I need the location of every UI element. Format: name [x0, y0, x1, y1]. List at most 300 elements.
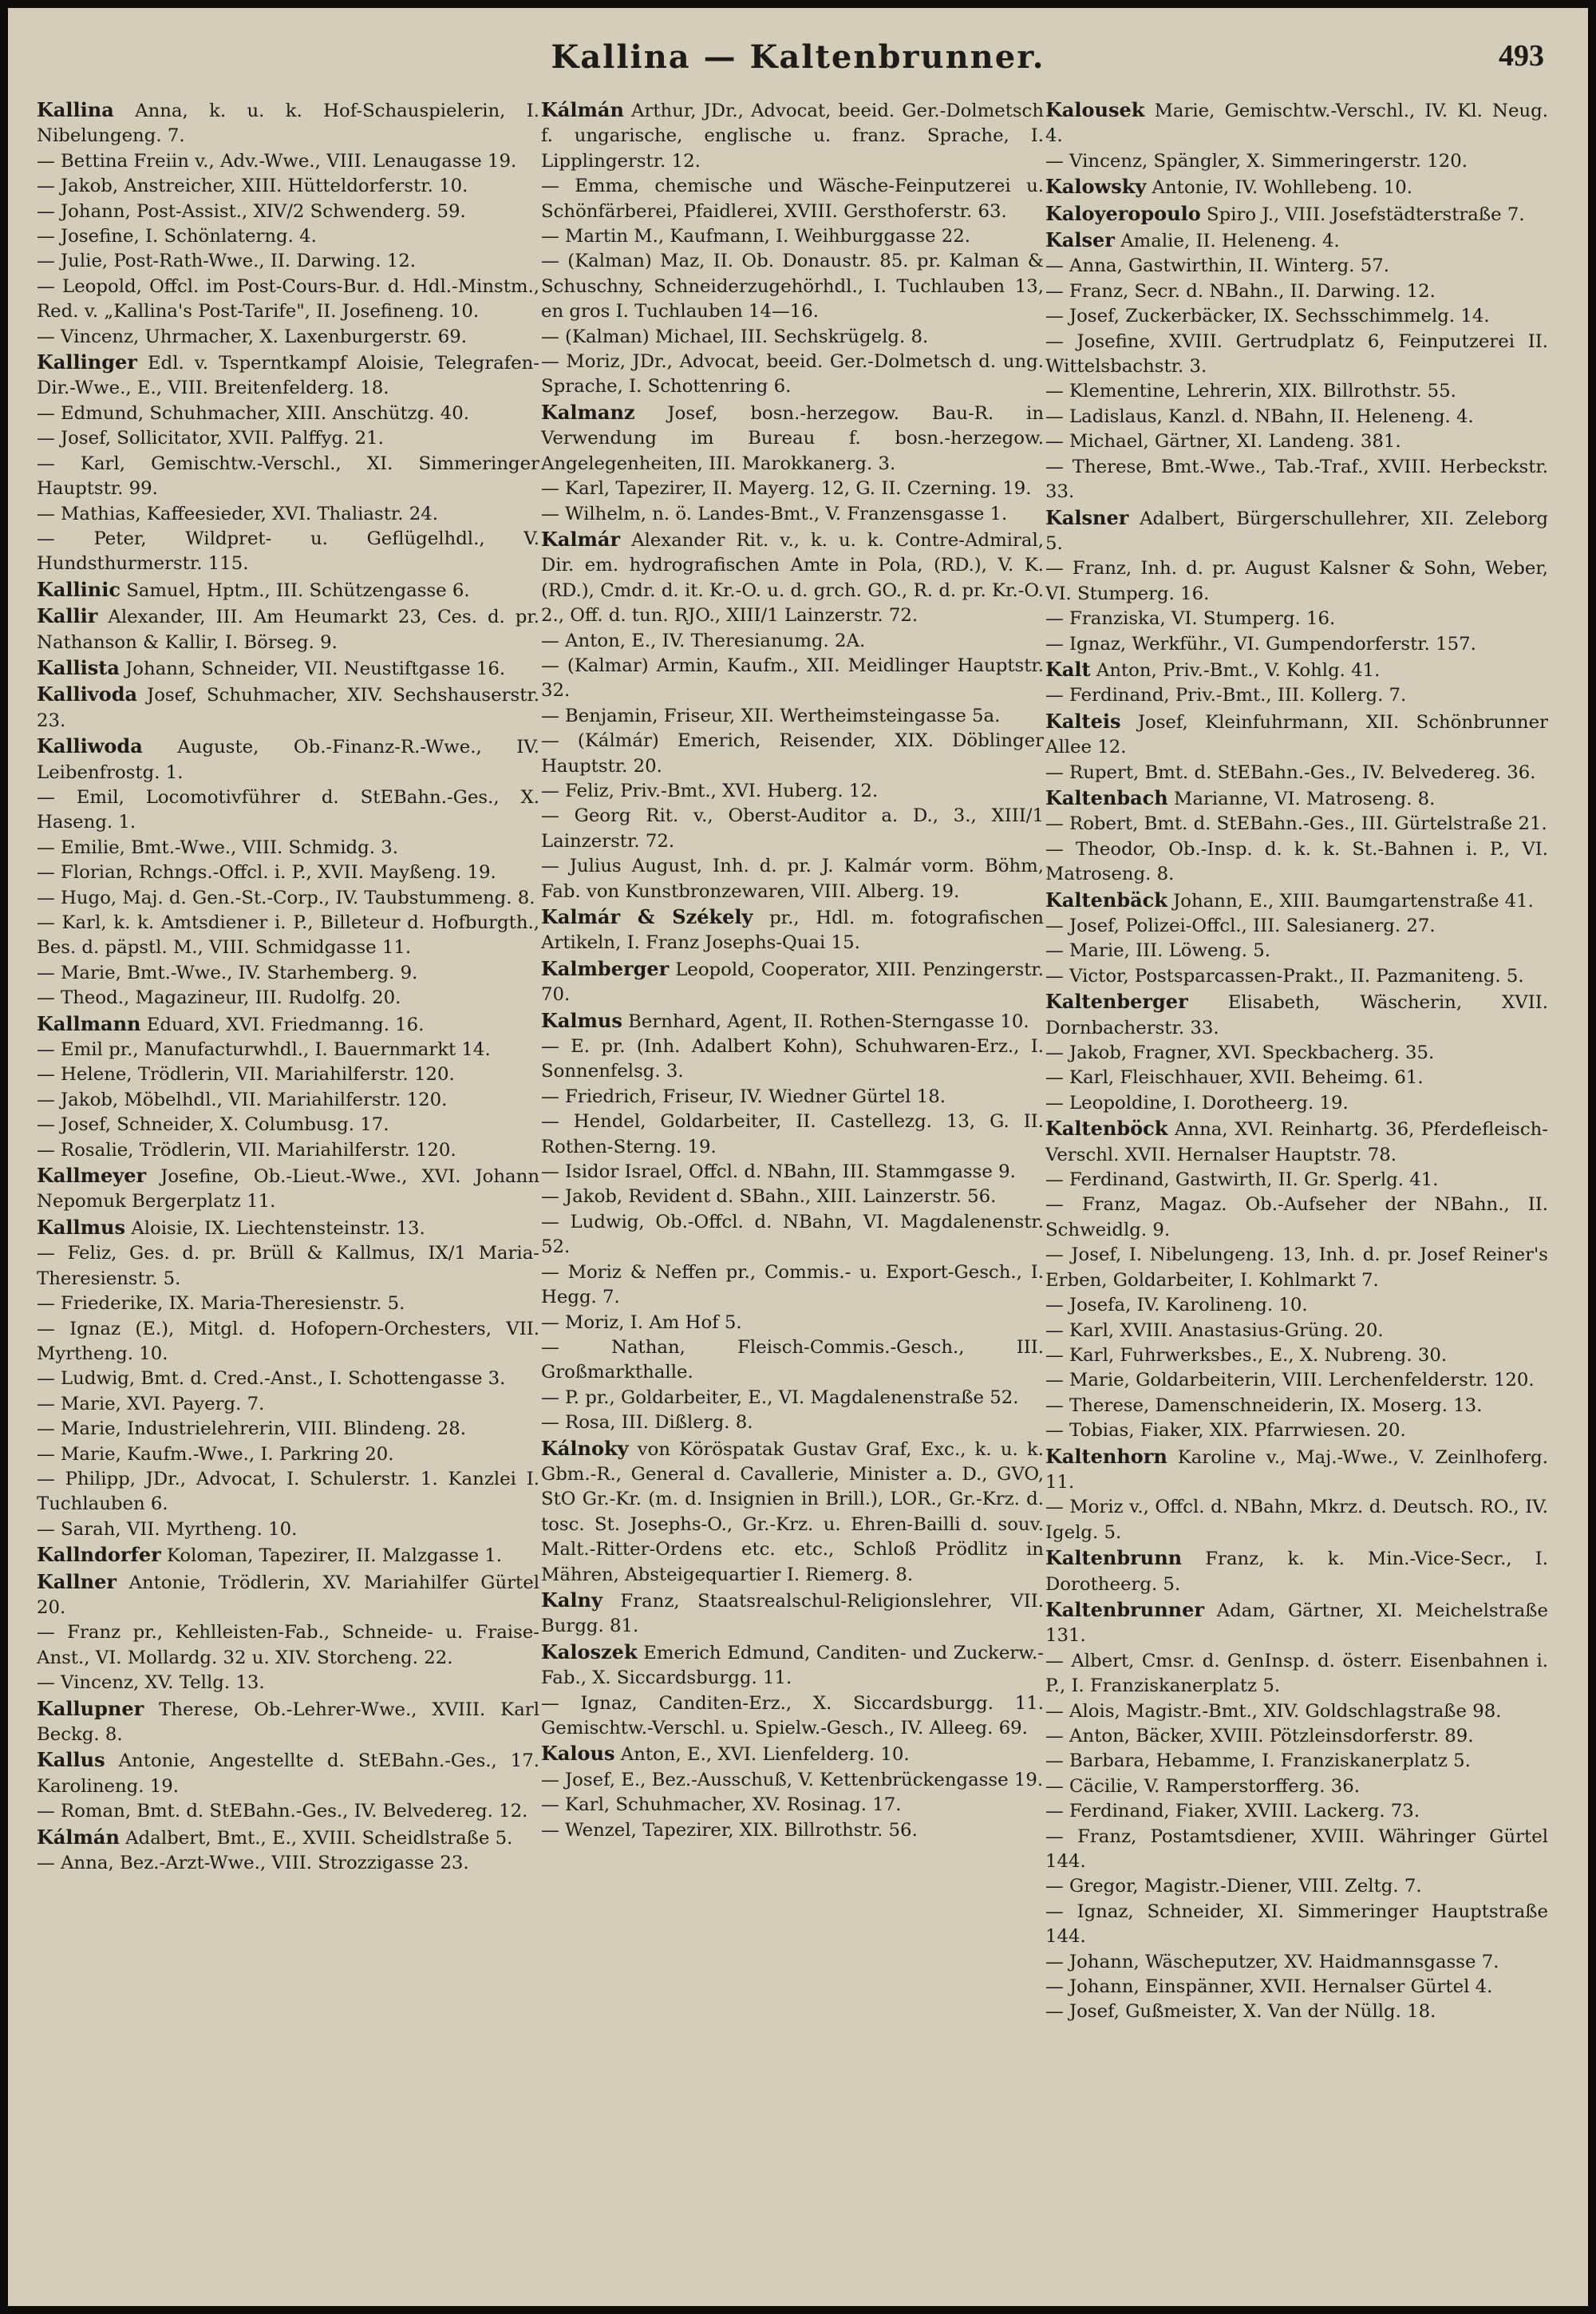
entry-text: — Karl, k. k. Amtsdiener i. P., Billeteur d. Hofburgth., Bes. d. päpstl. M., VIII. Schmidgasse 11. — [37, 912, 539, 959]
directory-entry — [37, 836, 539, 860]
entry-text: — Ignaz, Schneider, XI. Simmeringer Hauptstraße 144. — [1045, 1901, 1548, 1948]
directory-entry — [1045, 1495, 1548, 1545]
directory-entry — [37, 1696, 539, 1748]
directory-entry — [37, 149, 539, 174]
entry-text: — Isidor Israel, Offcl. d. NBahn, III. Stammgasse 9. — [541, 1161, 1016, 1183]
entry-text: Samuel, Hptm., III. Schützengasse 6. — [126, 579, 470, 601]
directory-entry — [37, 1799, 539, 1824]
entry-text: Leopold, Cooperator, XIII. Penzingerstr. 70. — [541, 959, 1044, 1006]
entry-text: — Marie, Goldarbeiterin, VIII. Lerchenfelderstr. 120. — [1045, 1370, 1535, 1391]
entry-surname: Kalteis — [1045, 709, 1121, 733]
entry-text: — Hendel, Goldarbeiter, II. Castellezg. 13, G. II. Rothen-Sterng. 19. — [541, 1111, 1044, 1157]
entry-surname: Kálnoky — [541, 1436, 629, 1460]
entry-text: — Ludwig, Ob.-Offcl. d. NBahn, VI. Magdalenenstr. 52. — [541, 1211, 1044, 1258]
entry-text: — Anton, E., IV. Theresianumg. 2A. — [541, 630, 866, 651]
entry-text: Karoline v., Maj.-Wwe., V. Zeinlhoferg. 11. — [1045, 1446, 1548, 1493]
directory-entry — [37, 1392, 539, 1417]
directory-entry — [1045, 201, 1548, 227]
entry-text: — Ignaz, Canditen-Erz., X. Siccardsburgg. 11. Gemischtw.-Verschl. u. Spielw.-Gesch., IV. Alleeg. 69. — [541, 1692, 1044, 1738]
entry-text: — Marie, XVI. Payerg. 7. — [37, 1393, 265, 1414]
entry-text: — Feliz, Ges. d. pr. Brüll & Kallmus, IX/1 Maria-Theresienstr. 5. — [37, 1243, 539, 1289]
entry-text: — (Kalman) Michael, III. Sechskrügelg. 8. — [541, 326, 929, 347]
directory-entry — [541, 325, 1044, 350]
entry-text: — Josef, Polizei-Offcl., III. Salesianerg. 27. — [1045, 916, 1436, 936]
directory-entry — [541, 1768, 1044, 1793]
entry-text: — Nathan, Fleisch-Commis.-Gesch., III. Großmarkthalle. — [541, 1336, 1044, 1383]
directory-entry — [37, 1215, 539, 1241]
directory-entry — [37, 224, 539, 249]
entry-surname: Kallmeyer — [37, 1164, 147, 1188]
entry-text: Marianne, VI. Matroseng. 8. — [1173, 788, 1436, 809]
entry-text: — Vincenz, Spängler, X. Simmeringerstr. 120. — [1045, 150, 1468, 172]
directory-entry — [37, 785, 539, 836]
directory-entry — [541, 904, 1044, 956]
directory-entry — [1045, 914, 1548, 939]
entry-surname: Kalmberger — [541, 956, 670, 980]
directory-entry — [1045, 556, 1548, 607]
entry-text: Spiro J., VIII. Josefstädterstraße 7. — [1207, 204, 1525, 225]
entry-surname: Kalowsky — [1045, 175, 1147, 199]
page-number: 493 — [1499, 39, 1544, 73]
entry-text: — Theod., Magazineur, III. Rudolfg. 20. — [37, 987, 401, 1009]
entry-text: — Feliz, Priv.-Bmt., XVI. Huberg. 12. — [541, 780, 879, 801]
entry-surname: Kallista — [37, 655, 120, 679]
directory-entry — [37, 249, 539, 274]
entry-text: — Josef, Sollicitator, XVII. Palffyg. 21. — [37, 428, 384, 449]
directory-entry — [1045, 279, 1548, 304]
entry-surname: Kaltenbrunn — [1045, 1546, 1183, 1570]
entry-text: Franz, k. k. Min.-Vice-Secr., I. Dorotheerg. 5. — [1045, 1549, 1548, 1595]
entry-text: — Emil pr., Manufacturwhdl., I. Bauernmarkt 14. — [37, 1039, 491, 1061]
entry-text: — E. pr. (Inh. Adalbert Kohn), Schuhwaren-Erz., I. Sonnenfelsg. 3. — [541, 1036, 1044, 1082]
entry-text: — Moriz v., Offcl. d. NBahn, Mkrz. d. Deutsch. RO., IV. Igelg. 5. — [1045, 1497, 1548, 1543]
entry-surname: Kaltenberger — [1045, 990, 1188, 1014]
directory-entry — [1045, 1418, 1548, 1443]
entry-text: — Benjamin, Friseur, XII. Wertheimsteingasse 5a. — [541, 705, 1001, 726]
directory-entry — [1045, 379, 1548, 404]
directory-entry — [37, 1442, 539, 1467]
directory-entry — [541, 854, 1044, 904]
directory-entry — [1045, 1724, 1548, 1749]
directory-entry — [541, 729, 1044, 779]
directory-entry — [1045, 1091, 1548, 1116]
directory-entry — [37, 1825, 539, 1851]
directory-entry — [1045, 1243, 1548, 1293]
entry-surname: Kálmán — [541, 98, 624, 121]
entry-text: — Moriz, I. Am Hof 5. — [541, 1311, 742, 1333]
directory-entry — [541, 956, 1044, 1008]
entry-text: Josef, Kleinfuhrmann, XII. Schönbrunner Allee 12. — [1045, 711, 1548, 758]
directory-entry — [1045, 1825, 1548, 1875]
entry-text: — Therese, Bmt.-Wwe., Tab.-Traf., XVIII. Herbeckstr. 33. — [1045, 456, 1548, 503]
entry-text: Aloisie, IX. Liechtensteinstr. 13. — [131, 1217, 425, 1239]
entry-text: — Alois, Magistr.-Bmt., XIV. Goldschlagstraße 98. — [1045, 1700, 1502, 1722]
entry-text: — Ferdinand, Priv.-Bmt., III. Kollerg. 7. — [1045, 685, 1407, 706]
entry-text: — Robert, Bmt. d. StEBahn.-Ges., III. Gürtelstraße 21. — [1045, 813, 1547, 835]
entry-text: — Roman, Bmt. d. StEBahn.-Ges., IV. Belvedereg. 12. — [37, 1801, 528, 1822]
entry-text: Elisabeth, Wäscherin, XVII. Dornbacherstr. 33. — [1045, 992, 1548, 1038]
directory-entry — [541, 1210, 1044, 1260]
entry-text: Antonie, Angestellte d. StEBahn.-Ges., 17. Karolineng. 19. — [37, 1750, 539, 1797]
entry-surname: Kalmanz — [541, 400, 635, 424]
directory-entry — [37, 1062, 539, 1087]
entry-text: — Emil, Locomotivführer d. StEBahn.-Ges., X. Haseng. 1. — [37, 786, 539, 833]
directory-entry — [37, 655, 539, 682]
directory-entry — [37, 1291, 539, 1316]
entry-text: — Marie, III. Löweng. 5. — [1045, 940, 1271, 962]
entry-text: von Köröspatak Gustav Graf, Exc., k. u. k. Gbm.-R., General d. Cavallerie, Minister a. D., GVO, StO Gr.-Kr. (m. d. Insignien in Brill.), LOR., Gr.-Krz. d. tosc. St. Josephs-O., Gr.-Krz. u. Ehren-Bailli d. souv. Malt.-Ritter-Ordens etc. etc., Schloß Prödlitz in Mähren, Absteigequartier I. Riemerg. 8. — [541, 1438, 1044, 1585]
entry-text: Therese, Ob.-Lehrer-Wwe., XVIII. Karl Beckg. 8. — [37, 1699, 539, 1745]
directory-entry — [37, 1542, 539, 1568]
directory-entry — [37, 426, 539, 451]
directory-entry — [1045, 989, 1548, 1041]
entry-text: Amalie, II. Heleneng. 4. — [1120, 231, 1340, 252]
directory-entry — [1045, 1874, 1548, 1899]
entry-surname: Kalmár — [541, 527, 621, 551]
entry-text: — Josef, Schneider, X. Columbusg. 17. — [37, 1114, 389, 1136]
entry-text: — Ferdinand, Gastwirth, II. Gr. Sperlg. 41. — [1045, 1169, 1439, 1191]
entry-text: — Hugo, Maj. d. Gen.-St.-Corp., IV. Taubstummeng. 8. — [37, 887, 535, 908]
directory-entry — [1045, 1041, 1548, 1066]
entry-text: — Albert, Cmsr. d. GenInsp. d. österr. Eisenbahnen i. P., I. Franziskanerplatz 5. — [1045, 1650, 1548, 1697]
directory-entry — [541, 654, 1044, 704]
directory-entry — [1045, 1774, 1548, 1799]
entry-text: pr., Hdl. m. fotografischen Artikeln, I. Franz Josephs-Quai 15. — [541, 908, 1044, 954]
entry-text: — Johann, Post-Assist., XIV/2 Schwenderg. 59. — [37, 200, 466, 222]
directory-entry — [1045, 1649, 1548, 1699]
entry-text: — Peter, Wildpret- u. Geflügelhdl., V. Hundsthurmerstr. 115. — [37, 528, 539, 575]
entry-surname: Kaltenböck — [1045, 1117, 1168, 1141]
directory-entry — [37, 911, 539, 961]
entry-surname: Kalousek — [1045, 98, 1145, 121]
entry-text: Arthur, JDr., Advocat, beeid. Ger.-Dolmetsch f. ungarische, englische u. franz. Sprache, I. Lipplingerstr. 12. — [541, 101, 1044, 172]
directory-entry — [37, 1163, 539, 1215]
entry-text: — Klementine, Lehrerin, XIX. Billrothstr. 55. — [1045, 381, 1456, 402]
entry-surname: Kalmus — [541, 1008, 622, 1032]
entry-surname: Kaloszek — [541, 1640, 638, 1663]
entry-text: Alexander Rit. v., k. u. k. Contre-Admiral, Dir. em. hydrografischen Amte in Pola, (RD.), V. K. (RD.), Cmdr. d. it. Kr.-O. u. d. grch. GO., R. d. pr. Kr.-O. 2., Off. d. tun. RJO., XIII/1 Lainzerstr. 72. — [541, 529, 1044, 627]
directory-entry — [37, 1367, 539, 1391]
entry-text: — Rosa, III. Dißlerg. 8. — [541, 1412, 753, 1434]
directory-entry — [1045, 1168, 1548, 1193]
directory-entry — [1045, 227, 1548, 254]
directory-entry — [541, 1691, 1044, 1742]
entry-text: Koloman, Tapezirer, II. Malzgasse 1. — [167, 1545, 503, 1567]
directory-entry — [1045, 174, 1548, 200]
entry-text: — Ignaz (E.), Mitgl. d. Hofopern-Orchesters, VII. Myrtheng. 10. — [37, 1318, 539, 1364]
directory-entry — [541, 1335, 1044, 1386]
entry-surname: Kalt — [1045, 657, 1091, 681]
entry-text: Franz, Staatsrealschul-Religionslehrer, VII. Burgg. 81. — [541, 1590, 1044, 1637]
entry-text: — Marie, Industrielehrerin, VIII. Blindeng. 28. — [37, 1418, 466, 1440]
directory-entry — [541, 1386, 1044, 1410]
entry-text: — Tobias, Fiaker, XIX. Pfarrwiesen. 20. — [1045, 1420, 1406, 1442]
entry-text: — Josef, I. Nibelungeng. 13, Inh. d. pr. Josef Reiner's Erben, Goldarbeiter, I. Kohlmarkt 7. — [1045, 1244, 1548, 1291]
directory-entry — [1045, 254, 1548, 279]
entry-text: Antonie, Trödlerin, XV. Mariahilfer Gürtel 20. — [37, 1572, 539, 1618]
entry-surname: Kallivoda — [37, 682, 138, 706]
entry-text: — Karl, Schuhmacher, XV. Rosinag. 17. — [541, 1794, 902, 1816]
entry-text: — Michael, Gärtner, XI. Landeng. 381. — [1045, 431, 1401, 453]
entry-surname: Kalmár & Székely — [541, 905, 753, 928]
entry-text: — Anton, Bäcker, XVIII. Pötzleinsdorferstr. 89. — [1045, 1726, 1474, 1746]
directory-entry — [37, 275, 539, 325]
entry-text: — Jakob, Anstreicher, XIII. Hütteldorferstr. 10. — [37, 176, 468, 197]
entry-text: — Josef, Zuckerbäcker, IX. Sechsschimmelg. 14. — [1045, 306, 1490, 327]
entry-surname: Kaltenbach — [1045, 785, 1168, 809]
directory-entry — [1045, 304, 1548, 329]
directory-entry — [541, 400, 1044, 477]
directory-entry — [541, 629, 1044, 654]
entry-surname: Kalsner — [1045, 505, 1129, 529]
entry-text: Anton, E., XVI. Lienfelderg. 10. — [620, 1744, 910, 1766]
entry-text: — Emilie, Bmt.-Wwe., VIII. Schmidg. 3. — [37, 837, 398, 858]
directory-entry — [1045, 761, 1548, 785]
directory-entry — [541, 1110, 1044, 1160]
directory-entry — [37, 577, 539, 603]
directory-entry — [1045, 888, 1548, 914]
directory-entry — [541, 779, 1044, 804]
entry-text: — Mathias, Kaffeesieder, XVI. Thaliastr. 24. — [37, 503, 438, 524]
directory-entry — [37, 986, 539, 1011]
entry-surname: Kálmán — [37, 1825, 120, 1849]
entry-surname: Kallus — [37, 1748, 105, 1772]
entry-surname: Kallupner — [37, 1696, 144, 1720]
page-header-title: Kallina — Kaltenbrunner. — [551, 38, 1045, 76]
entry-text: — Franz pr., Kehlleisten-Fab., Schneide- u. Fraise-Anst., VI. Mollardg. 32 u. XIV. Storcheng. 22. — [37, 1622, 539, 1668]
entry-text: Adalbert, Bmt., E., XVIII. Scheidlstraße 5. — [125, 1827, 513, 1849]
directory-entry — [541, 1741, 1044, 1767]
directory-entry — [37, 325, 539, 350]
directory-entry — [1045, 1900, 1548, 1950]
directory-entry — [541, 174, 1044, 224]
directory-entry — [37, 1038, 539, 1062]
directory-entry — [541, 1818, 1044, 1843]
entry-surname: Kalous — [541, 1742, 615, 1766]
directory-entry — [541, 97, 1044, 174]
entry-text: Anton, Priv.-Bmt., V. Kohlg. 41. — [1096, 659, 1381, 681]
directory-entry — [1045, 1444, 1548, 1496]
directory-entry — [37, 1467, 539, 1517]
directory-entry — [37, 1851, 539, 1876]
entry-text: Josef, bosn.-herzegow. Bau-R. in Verwendung im Bureau f. bosn.-herzegow. Angelegenheiten, III. Marokkanerg. 3. — [541, 402, 1044, 474]
entry-text: — Johann, Einspänner, XVII. Hernalser Gürtel 4. — [1045, 1976, 1493, 1998]
entry-text: — Franz, Inh. d. pr. August Kalsner & Sohn, Weber, VI. Stumperg. 16. — [1045, 558, 1548, 604]
entry-text: — Moriz & Neffen pr., Commis.- u. Export-Gesch., I. Hegg. 7. — [541, 1261, 1044, 1308]
entry-text: Auguste, Ob.-Finanz-R.-Wwe., IV. Leibenfrostg. 1. — [37, 737, 539, 783]
entry-text: Eduard, XVI. Friedmanng. 16. — [146, 1014, 425, 1035]
entry-surname: Kalny — [541, 1588, 602, 1612]
entry-surname: Kaltenhorn — [1045, 1444, 1167, 1468]
entry-text: — Cäcilie, V. Ramperstorfferg. 36. — [1045, 1775, 1360, 1797]
entry-text: — Bettina Freiin v., Adv.-Wwe., VIII. Lenaugasse 19. — [37, 150, 517, 172]
entry-text: Anna, XVI. Reinhartg. 36, Pferdefleisch-Verschl. XVII. Hernalser Hauptstr. 78. — [1045, 1119, 1548, 1165]
entry-text: Emerich Edmund, Canditen- und Zuckerw.-Fab., X. Siccardsburgg. 11. — [541, 1642, 1044, 1689]
directory-entry — [1045, 964, 1548, 989]
directory-entry — [541, 804, 1044, 854]
directory-entry — [541, 1008, 1044, 1034]
entry-text: — Julius August, Inh. d. pr. J. Kalmár vorm. Böhm, Fab. von Kunstbronzewaren, VIII. Alberg. 19. — [541, 856, 1044, 902]
directory-entry — [1045, 1799, 1548, 1824]
entry-text: — Franz, Magaz. Ob.-Aufseher der NBahn., II. Schweidlg. 9. — [1045, 1194, 1548, 1240]
entry-text: Antonie, IV. Wohllebeng. 10. — [1152, 177, 1412, 199]
entry-text: — Marie, Kaufm.-Wwe., I. Parkring 20. — [37, 1443, 394, 1465]
entry-text: — Edmund, Schuhmacher, XIII. Anschützg. 40. — [37, 402, 470, 424]
entry-text: Adam, Gärtner, XI. Meichelstraße 131. — [1045, 1600, 1548, 1647]
directory-entry — [37, 1011, 539, 1038]
entry-text: — Josefine, I. Schönlaterng. 4. — [37, 226, 317, 247]
directory-entry — [541, 1410, 1044, 1435]
directory-entry — [37, 174, 539, 199]
entry-text: — Franziska, VI. Stumperg. 16. — [1045, 608, 1336, 630]
entry-text: Josefine, Ob.-Lieut.-Wwe., XVI. Johann Nepomuk Bergerplatz 11. — [37, 1166, 539, 1212]
directory-entry — [1045, 405, 1548, 429]
directory-entry — [1045, 939, 1548, 963]
directory-entry — [1045, 1749, 1548, 1774]
directory-entry — [37, 1113, 539, 1137]
entry-text: — Ludwig, Bmt. d. Cred.-Anst., I. Schottengasse 3. — [37, 1368, 506, 1390]
directory-entry — [541, 224, 1044, 249]
directory-entry — [541, 1185, 1044, 1209]
directory-entry — [541, 1034, 1044, 1085]
directory-entry — [37, 734, 539, 785]
entry-text: — Karl, XVIII. Anastasius-Grüng. 20. — [1045, 1319, 1384, 1341]
directory-entry — [1045, 1699, 1548, 1724]
directory-entry — [1045, 1319, 1548, 1343]
directory-entry — [1045, 785, 1548, 812]
entry-text: — Emma, chemische und Wäsche-Feinputzerei u. Schönfärberei, Pfaidlerei, XVIII. Gersthoferstr. 63. — [541, 176, 1044, 222]
entry-text: — Karl, Tapezirer, II. Mayerg. 12, G. II. Czerning. 19. — [541, 478, 1032, 500]
entry-text: — Josefine, XVIII. Gertrudplatz 6, Feinputzerei II. Wittelsbachstr. 3. — [1045, 330, 1548, 378]
entry-text: — Anna, Gastwirthin, II. Winterg. 57. — [1045, 255, 1390, 277]
directory-entry — [37, 502, 539, 527]
entry-surname: Kaloyeropoulo — [1045, 201, 1201, 225]
directory-entry — [1045, 1368, 1548, 1393]
directory-entry — [1045, 837, 1548, 888]
directory-entry — [541, 249, 1044, 324]
directory-entry — [541, 350, 1044, 400]
entry-text: Adalbert, Bürgerschullehrer, XII. Zeleborg 5. — [1045, 508, 1548, 554]
entry-text: — Josef, E., Bez.-Ausschuß, V. Kettenbrückengasse 19. — [541, 1769, 1044, 1790]
entry-text: Bernhard, Agent, II. Rothen-Sterngasse 10. — [628, 1011, 1029, 1032]
entry-text: — Victor, Postsparcassen-Prakt., II. Pazmaniteng. 5. — [1045, 965, 1524, 987]
entry-text: Johann, E., XIII. Baumgartenstraße 41. — [1173, 890, 1534, 912]
entry-text: — Therese, Damenschneiderin, IX. Moserg. 13. — [1045, 1394, 1483, 1416]
entry-text: — Vincenz, Uhrmacher, X. Laxenburgerstr. 69. — [37, 326, 467, 347]
directory-entry — [541, 704, 1044, 729]
directory-entry — [1045, 1975, 1548, 2000]
entry-text: — Sarah, VII. Myrtheng. 10. — [37, 1518, 298, 1540]
entry-text: — Moriz, JDr., Advocat, beeid. Ger.-Dolmetsch d. ung. Sprache, I. Schottenring 6. — [541, 351, 1044, 398]
entry-text: — Florian, Rchngs.-Offcl. i. P., XVII. Mayßeng. 19. — [37, 862, 496, 884]
directory-entry — [541, 1160, 1044, 1185]
directory-entry — [1045, 1950, 1548, 1975]
directory-entry — [37, 1088, 539, 1113]
directory-entry — [37, 527, 539, 577]
entry-text: — Josef, Gußmeister, X. Van der Nüllg. 18. — [1045, 2001, 1436, 2023]
entry-surname: Kallir — [37, 604, 98, 628]
directory-entry — [37, 860, 539, 885]
entry-surname: Kallinic — [37, 577, 120, 601]
entry-surname: Kallner — [37, 1569, 117, 1593]
entry-surname: Kallina — [37, 98, 114, 121]
column-left — [37, 97, 539, 2292]
entry-text: Marie, Gemischtw.-Verschl., IV. Kl. Neug. 4. — [1045, 101, 1548, 147]
entry-surname: Kalliwoda — [37, 734, 143, 758]
entry-text: — Jakob, Möbelhdl., VII. Mariahilferstr. 120. — [37, 1089, 448, 1110]
directory-entry — [541, 1260, 1044, 1311]
entry-text: — Jakob, Fragner, XVI. Speckbacherg. 35. — [1045, 1042, 1435, 1064]
entry-text: — Ladislaus, Kanzl. d. NBahn, II. Heleneng. 4. — [1045, 405, 1474, 427]
entry-text: — Friederike, IX. Maria-Theresienstr. 5. — [37, 1293, 405, 1315]
directory-entry — [37, 1417, 539, 1442]
directory-entry — [1045, 505, 1548, 557]
entry-text: — P. pr., Goldarbeiter, E., VI. Magdalenenstraße 52. — [541, 1386, 1019, 1408]
directory-entry — [1045, 1545, 1548, 1597]
directory-entry — [37, 1569, 539, 1621]
entry-text: — Gregor, Magistr.-Diener, VIII. Zeltg. 7. — [1045, 1876, 1422, 1897]
entry-surname: Kallmann — [37, 1011, 141, 1035]
directory-entry — [1045, 1343, 1548, 1368]
directory-entry — [37, 682, 539, 734]
entry-surname: Kallinger — [37, 350, 137, 374]
entry-text: — Julie, Post-Rath-Wwe., II. Darwing. 12. — [37, 251, 416, 272]
entry-text: — Ignaz, Werkführ., VI. Gumpendorferstr. 157. — [1045, 633, 1476, 655]
entry-text: — Wilhelm, n. ö. Landes-Bmt., V. Franzensgasse 1. — [541, 503, 1008, 524]
directory-entry — [541, 527, 1044, 629]
entry-surname: Kallmus — [37, 1215, 125, 1239]
entry-surname: Kaltenbrunner — [1045, 1597, 1205, 1621]
directory-entry — [541, 1085, 1044, 1110]
entry-text: — Jakob, Revident d. SBahn., XIII. Lainzerstr. 56. — [541, 1186, 997, 1208]
directory-entry — [37, 886, 539, 911]
directory-entry — [1045, 455, 1548, 505]
entry-text: — Anna, Bez.-Arzt-Wwe., VIII. Strozzigasse 23. — [37, 1853, 469, 1874]
directory-entry — [1045, 657, 1548, 683]
directory-entry — [1045, 1293, 1548, 1318]
entry-text: — Rupert, Bmt. d. StEBahn.-Ges., IV. Belvedereg. 36. — [1045, 761, 1536, 783]
entry-text: — Karl, Gemischtw.-Verschl., XI. Simmeringer Hauptstr. 99. — [37, 453, 539, 500]
entry-surname: Kaltenbäck — [1045, 888, 1167, 912]
directory-entry — [37, 603, 539, 655]
entry-text: Anna, k. u. k. Hof-Schauspielerin, I. Nibelungeng. 7. — [37, 101, 539, 147]
directory-entry — [541, 1793, 1044, 1818]
directory-entry — [37, 961, 539, 986]
entry-text: — Franz, Secr. d. NBahn., II. Darwing. 12. — [1045, 280, 1436, 302]
entry-text: — Ferdinand, Fiaker, XVIII. Lackerg. 73. — [1045, 1801, 1420, 1822]
directory-entry — [1045, 607, 1548, 631]
column-middle — [541, 97, 1044, 2292]
entry-surname: Kalser — [1045, 228, 1115, 252]
directory-page — [8, 8, 1588, 2306]
directory-entry — [37, 452, 539, 502]
entry-text: — (Kálmár) Emerich, Reisender, XIX. Döblinger Hauptstr. 20. — [541, 730, 1044, 777]
entry-text: — Rosalie, Trödlerin, VII. Mariahilferstr. 120. — [37, 1139, 456, 1161]
entry-text: — Josefa, IV. Karolineng. 10. — [1045, 1295, 1308, 1316]
entry-text: — Georg Rit. v., Oberst-Auditor a. D., 3., XIII/1 Lainzerstr. 72. — [541, 805, 1044, 852]
entry-text: — Philipp, JDr., Advocat, I. Schulerstr. 1. Kanzlei I. Tuchlauben 6. — [37, 1468, 539, 1515]
directory-entry — [1045, 1597, 1548, 1649]
entry-text: Johann, Schneider, VII. Neustiftgasse 16. — [125, 658, 506, 679]
directory-entry — [37, 1517, 539, 1542]
entry-text: Alexander, III. Am Heumarkt 23, Ces. d. pr. Nathanson & Kallir, I. Börseg. 9. — [37, 607, 539, 653]
directory-entry — [1045, 1394, 1548, 1418]
column-right — [1045, 97, 1548, 2292]
directory-entry — [1045, 683, 1548, 708]
directory-entry — [37, 1747, 539, 1799]
entry-text: — (Kalman) Maz, II. Ob. Donaustr. 85. pr. Kalman & Schuschny, Schneiderzugehörhdl., I. Tuchlauben 13, en gros I. Tuchlauben 14—16. — [541, 251, 1044, 322]
directory-entry — [541, 1311, 1044, 1335]
